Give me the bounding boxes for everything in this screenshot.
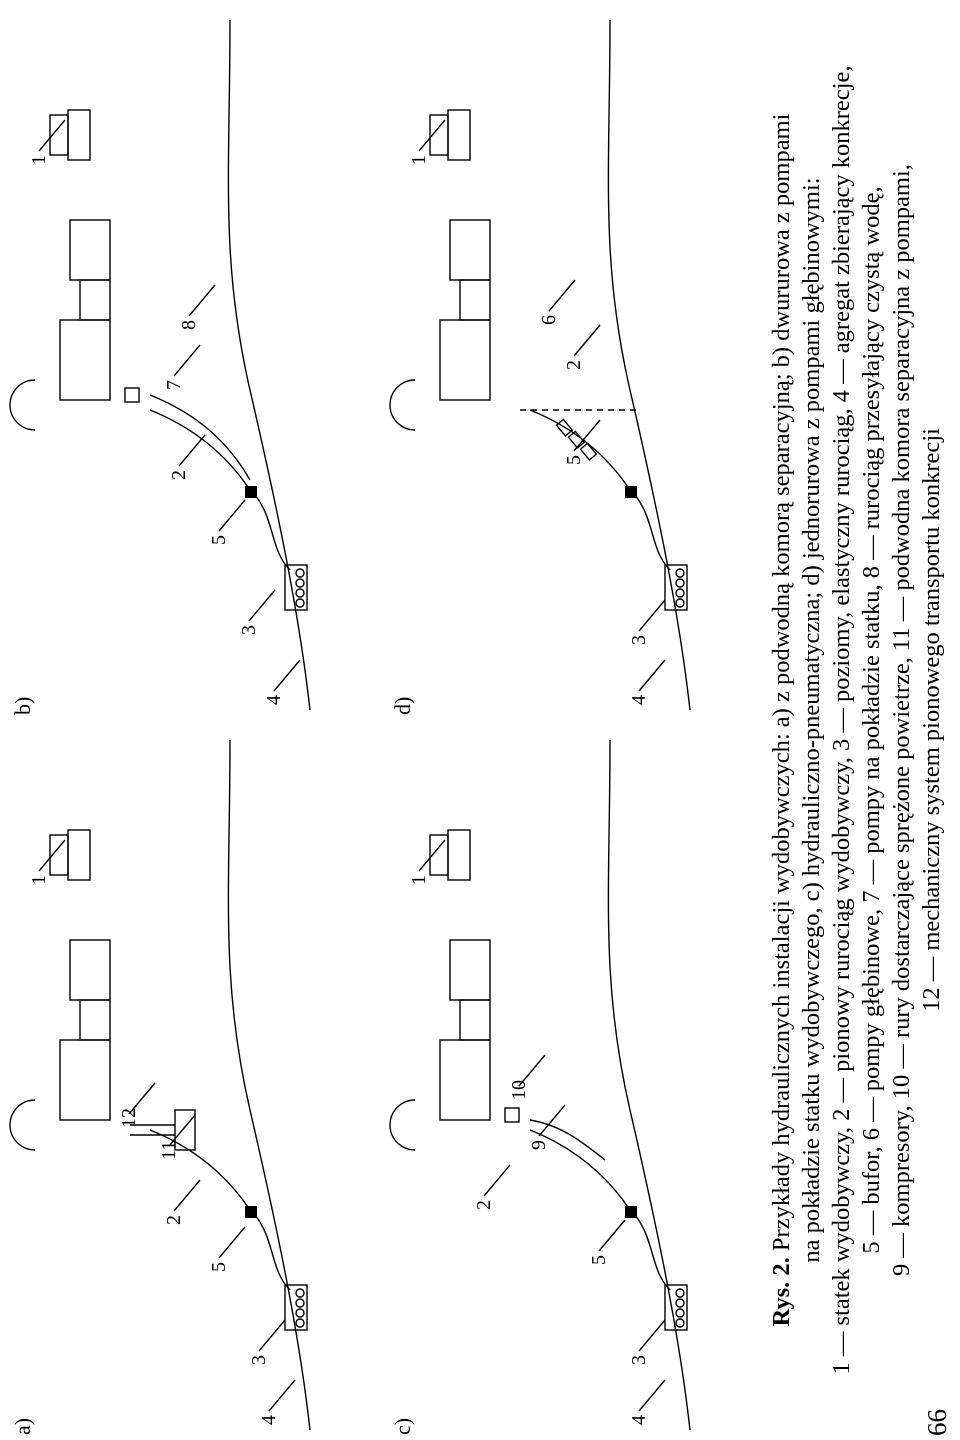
callout-number: 7: [163, 380, 185, 390]
collector-wheel: [676, 1309, 684, 1317]
callout-number: 2: [473, 1200, 495, 1210]
panel-label-b: b): [10, 696, 35, 715]
callout-leader: [39, 840, 65, 871]
callout-number: 4: [263, 695, 285, 705]
caption-line-6: 12 — mechaniczny system pionowego transportu konkrecji: [918, 428, 945, 1012]
flexible-hose: [255, 1215, 290, 1290]
callout-leader: [259, 1320, 285, 1351]
callout-number: 3: [628, 635, 650, 645]
collector-wheel: [296, 1319, 304, 1327]
collector-wheel: [676, 1319, 684, 1327]
deep-pump: [568, 431, 584, 448]
riser-pipe: [150, 410, 250, 490]
collector-wheel: [296, 569, 304, 577]
callout-leader: [269, 1380, 295, 1411]
callout-leader: [39, 120, 65, 151]
callout-leader: [419, 840, 445, 871]
callout-number: 5: [208, 535, 230, 545]
caption-line-1: [767, 0, 797, 1440]
riser-pipe: [530, 410, 630, 490]
callout-leader: [179, 435, 205, 466]
callout-number: 5: [563, 455, 585, 465]
callout-leader: [599, 1220, 625, 1251]
panel-b: [10, 20, 310, 715]
caption-line-4: 5 — bufor, 6 — pompy głębinowe, 7 — pompy na pokładzie statku, 8 — rurociąg przesyłający czystą wodę,: [858, 186, 885, 1254]
callout-number: 8: [178, 320, 200, 330]
caption-line-3: 1 — statek wydobywczy, 2 — pionowy rurociąg wydobywczy, 3 — poziomy, elastyczny rurociąg, 4 — agregat zbierający konkrecje,: [828, 65, 855, 1375]
callout-leader: [639, 1320, 665, 1351]
collector-wheel: [296, 1289, 304, 1297]
collector-wheel: [676, 1289, 684, 1297]
panel-label-d: d): [390, 696, 415, 715]
panel-label-a: a): [10, 1417, 35, 1435]
collector-wheel: [676, 579, 684, 587]
callout-number: 4: [258, 1415, 280, 1425]
callout-leader: [539, 1105, 565, 1136]
panel-d: [390, 20, 690, 715]
callout-leader: [129, 1083, 155, 1114]
panel-a: [10, 740, 310, 1435]
flexible-hose: [255, 495, 290, 570]
callout-number: 1: [408, 875, 430, 885]
callout-number: 4: [628, 695, 650, 705]
callout-leader: [219, 1227, 245, 1258]
callout-number: 1: [408, 155, 430, 165]
callout-number: 12: [118, 1108, 140, 1128]
callout-leader: [519, 1055, 545, 1086]
collector-wheel: [296, 589, 304, 597]
callout-leader: [189, 285, 215, 316]
panel-label-c: c): [390, 1417, 415, 1435]
collector-wheel: [296, 579, 304, 587]
callout-number: 1: [28, 875, 50, 885]
deck-pumps: [125, 388, 139, 402]
callout-number: 5: [588, 1255, 610, 1265]
callout-leader: [274, 660, 300, 691]
callout-leader: [174, 1180, 200, 1211]
callout-leader: [219, 500, 245, 531]
callout-leader: [574, 325, 600, 356]
callout-leader: [174, 345, 200, 376]
callout-leader: [419, 120, 445, 151]
caption-lead: Rys. 2.: [768, 1257, 795, 1327]
caption-line-1-text: Przykłady hydraulicznych instalacji wydobywczych: a) z podwodną komorą separacyjną; b) dwururowa z pompami: [768, 113, 795, 1258]
callout-number: 3: [628, 1355, 650, 1365]
callout-number: 5: [208, 1262, 230, 1272]
caption-line-5: 9 — kompresory, 10 — rury dostarczające sprężone powietrze, 11 — podwodna komora separacyjna z pompami,: [888, 164, 915, 1276]
callout-number: 4: [628, 1415, 650, 1425]
callout-number: 2: [563, 360, 585, 370]
collector-wheel: [676, 599, 684, 607]
callout-leader: [639, 660, 665, 691]
flexible-hose: [635, 495, 670, 570]
collector-wheel: [676, 569, 684, 577]
callout-number: 1: [28, 155, 50, 165]
callout-leader: [639, 600, 665, 631]
callout-number: 3: [248, 1355, 270, 1365]
callout-leader: [484, 1165, 510, 1196]
collector-wheel: [676, 589, 684, 597]
callout-leader: [249, 590, 275, 621]
callout-leader: [549, 280, 575, 311]
callout-number: 11: [158, 1140, 180, 1160]
callout-leader: [639, 1380, 665, 1411]
callout-leader: [169, 1115, 195, 1146]
flexible-hose: [635, 1215, 670, 1290]
callout-number: 3: [238, 625, 260, 635]
callout-number: 2: [168, 470, 190, 480]
caption-line-2: na pokładzie statku wydobywczego, c) hydrauliczno-pneumatyczna; d) jednorurowa z pompami głębinowymi:: [798, 177, 825, 1263]
callout-number: 2: [163, 1215, 185, 1225]
compressors: [505, 1108, 519, 1122]
page-number: 66: [922, 1409, 952, 1436]
collector-wheel: [296, 1299, 304, 1307]
panel-c: [390, 740, 690, 1435]
collector-wheel: [296, 599, 304, 607]
callout-number: 6: [538, 315, 560, 325]
callout-number: 10: [508, 1080, 530, 1100]
collector-wheel: [296, 1309, 304, 1317]
callout-number: 9: [528, 1140, 550, 1150]
collector-wheel: [676, 1299, 684, 1307]
